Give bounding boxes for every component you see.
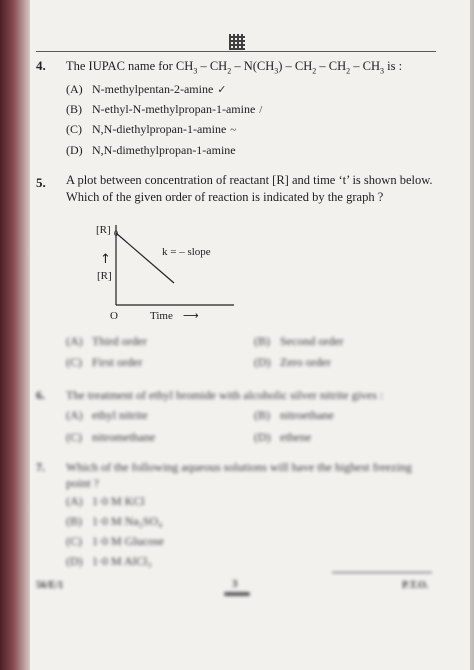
q4-text: The IUPAC name for $CH_3 - CH_2 - N(CH_3) - CH_2 - CH_2 - CH_3$ is :	[66, 59, 403, 76]
tick-mark: ✓	[217, 84, 227, 96]
option-label: (C)	[66, 355, 82, 369]
q7-number: 7.	[36, 460, 45, 474]
option-label: (D)	[66, 143, 83, 157]
footer-page-underline	[224, 592, 250, 596]
slope-annotation: k = – slope	[162, 246, 211, 258]
origin-label: O	[110, 310, 118, 322]
option-text: Zero order	[280, 355, 331, 369]
q7-option-c[interactable]	[66, 534, 164, 549]
top-rule	[36, 51, 436, 52]
x-label: Time	[150, 310, 173, 322]
q6-number: 6.	[36, 388, 45, 402]
option-text: 1·0 M Na₂SO₄	[92, 514, 163, 528]
q5-option-b[interactable]	[254, 334, 344, 349]
q4-option-d[interactable]	[66, 143, 236, 158]
option-text: Third order	[92, 334, 147, 348]
q5-option-c[interactable]	[66, 355, 142, 370]
x-arrow: ⟶	[183, 309, 199, 322]
q5-option-a[interactable]	[66, 334, 147, 349]
qr-code-icon	[229, 34, 245, 50]
q5-line1: A plot between concentration of reactant [R] and time ‘t’ is shown below.	[66, 173, 433, 187]
q6-text: The treatment of ethyl bromide with alcoholic silver nitrite gives :	[66, 388, 384, 402]
option-text: N-ethyl-N-methylpropan-1-amine	[92, 102, 256, 116]
option-label: (D)	[254, 430, 271, 444]
q4-text-prefix: The IUPAC name for CH	[66, 59, 194, 73]
option-text: nitroethane	[280, 408, 334, 422]
q7-option-a[interactable]	[66, 494, 145, 509]
option-text: 1·0 M AlCl₃	[92, 554, 152, 568]
q6-option-b[interactable]	[254, 408, 334, 423]
y-top-label: [R]	[96, 224, 111, 236]
footer-code: 56/E/1	[36, 580, 64, 591]
q6-option-a[interactable]	[66, 408, 148, 423]
q4-option-c[interactable]	[66, 122, 236, 137]
option-text: ethyl nitrite	[92, 408, 148, 422]
option-label: (B)	[254, 408, 270, 422]
option-text: nitromethane	[92, 430, 156, 444]
q5-text	[66, 172, 433, 206]
q4-number: 4.	[36, 58, 46, 73]
footer-rule	[332, 572, 432, 573]
y-top-sub: 0	[114, 229, 118, 238]
option-label: (C)	[66, 122, 82, 136]
q5-line2: Which of the given order of reaction is indicated by the graph ?	[66, 190, 384, 204]
y-arrow: ↑	[100, 252, 111, 267]
q6-option-c[interactable]	[66, 430, 155, 445]
q4-option-b[interactable]	[66, 102, 262, 117]
q5-option-d[interactable]	[254, 355, 331, 370]
q4-option-a[interactable]	[66, 82, 227, 97]
option-text: N-methylpentan-2-amine	[92, 82, 214, 96]
option-label: (B)	[66, 102, 82, 116]
option-text: 1·0 M Glucose	[92, 534, 164, 548]
decreasing-line	[116, 233, 174, 283]
q7-option-d[interactable]	[66, 554, 152, 569]
option-label: (B)	[254, 334, 270, 348]
option-text: 1·0 M KCl	[92, 494, 145, 508]
footer-page: 3	[232, 578, 238, 590]
option-label: (D)	[66, 554, 83, 568]
q7-option-b[interactable]	[66, 514, 162, 529]
concentration-time-graph	[88, 219, 238, 329]
q5-number: 5.	[36, 175, 46, 190]
option-label: (B)	[66, 514, 82, 528]
q7-line1: Which of the following aqueous solutions will have the highest freezing	[66, 460, 412, 474]
tick-mark: /	[259, 104, 263, 116]
option-text: ethene	[280, 430, 312, 444]
option-text: N,N-dimethylpropan-1-amine	[92, 143, 236, 157]
tick-mark: ~	[230, 124, 237, 136]
q7-line2: point ?	[66, 476, 99, 490]
q6-option-d[interactable]	[254, 430, 311, 445]
option-label: (D)	[254, 355, 271, 369]
y-label: [R]	[97, 270, 112, 282]
option-label: (A)	[66, 494, 83, 508]
q4-text-tail: is :	[384, 59, 403, 73]
option-label: (C)	[66, 430, 82, 444]
option-label: (A)	[66, 82, 83, 96]
option-text: First order	[92, 355, 143, 369]
footer-pto: P.T.O.	[402, 580, 429, 591]
option-text: N,N-diethylpropan-1-amine	[92, 122, 227, 136]
option-label: (A)	[66, 408, 83, 422]
option-text: Second order	[280, 334, 344, 348]
binding-shadow	[0, 0, 34, 670]
option-label: (A)	[66, 334, 83, 348]
option-label: (C)	[66, 534, 82, 548]
